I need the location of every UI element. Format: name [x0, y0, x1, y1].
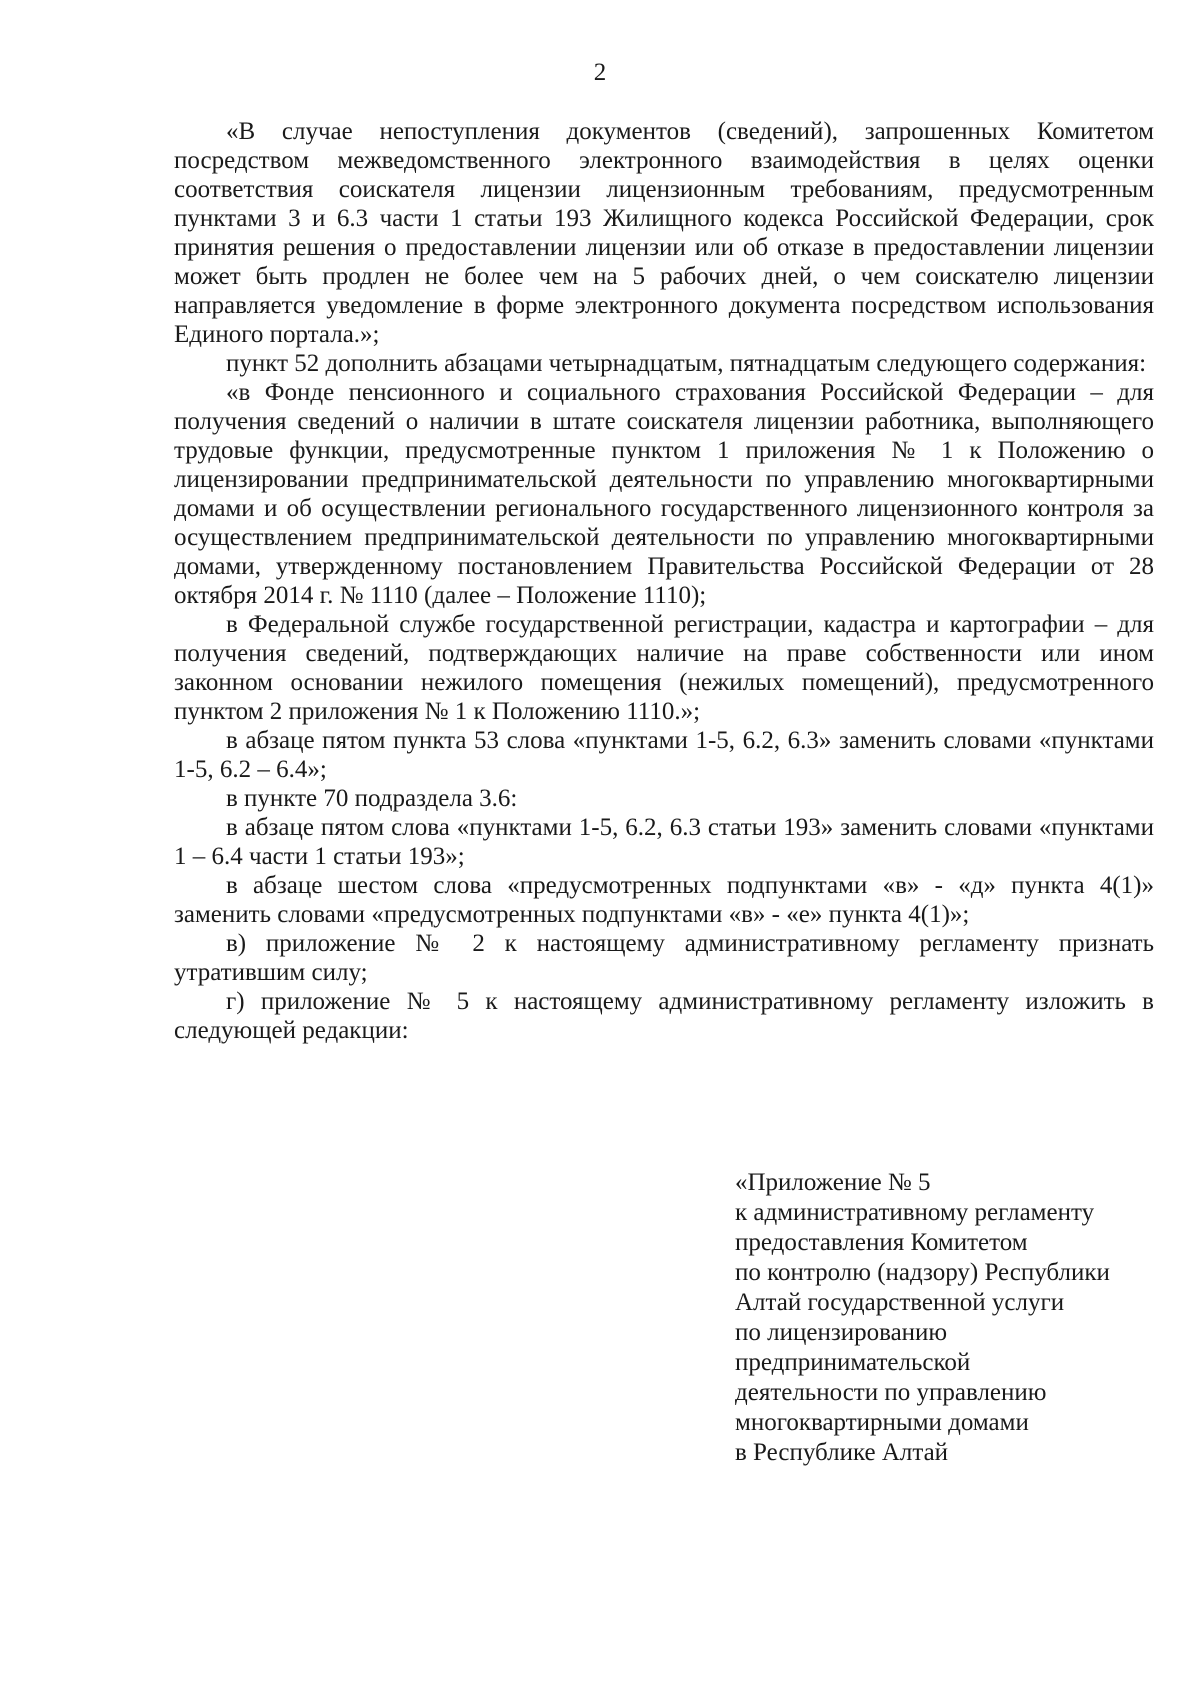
paragraph-5: в абзаце пятом пункта 53 слова «пунктами 1-5, 6.2, 6.3» заменить словами «пунктами 1-5, 6.2 – 6.4»;: [174, 727, 1154, 783]
appendix-line: к административному регламенту: [735, 1199, 1095, 1226]
paragraph-9: в) приложение № 2 к настоящему административному регламенту признать утратившим силу;: [174, 930, 1154, 986]
paragraph-3: «в Фонде пенсионного и социального страхования Российской Федерации – для получения сведений о наличии в штате соискателя лицензии работника, выполняющего трудовые функции, предусмотренные пунктом 1 приложения № 1 к Положению о лицензировании предпринимательской деятельности по управлению многоквартирными домами и об осуществлении регионального государственного лицензионного контроля за осуществлением предпринимательской деятельности по управлению многоквартирными домами, утвержденному постановлением Правительства Российской Федерации от 28 октября 2014 г. № 1110 (далее – Положение 1110);: [174, 379, 1154, 609]
appendix-line: в Республике Алтай: [735, 1439, 949, 1466]
paragraph-7: в абзаце пятом слова «пунктами 1-5, 6.2, 6.3 статьи 193» заменить словами «пунктами 1 – 6.4 части 1 статьи 193»;: [174, 814, 1154, 870]
paragraph-4: в Федеральной службе государственной регистрации, кадастра и картографии – для получения сведений, подтверждающих наличие на праве собственности или ином законном основании нежилого помещения (нежилых помещений), предусмотренного пунктом 2 приложения № 1 к Положению 1110.»;: [174, 611, 1154, 725]
appendix-line: предоставления Комитетом: [735, 1229, 1028, 1256]
appendix-line: многоквартирными домами: [735, 1409, 1029, 1436]
appendix-line: по контролю (надзору) Республики: [735, 1259, 1110, 1286]
appendix-line: предпринимательской: [735, 1349, 971, 1376]
paragraph-8: в абзаце шестом слова «предусмотренных подпунктами «в» - «д» пункта 4(1)» заменить словами «предусмотренных подпунктами «в» - «е» пункта 4(1)»;: [174, 872, 1154, 928]
appendix-line: Алтай государственной услуги: [735, 1289, 1065, 1316]
paragraph-10: г) приложение № 5 к настоящему административному регламенту изложить в следующей редакции:: [174, 988, 1154, 1044]
paragraph-1: «В случае непоступления документов (сведений), запрошенных Комитетом посредством межведомственного электронного взаимодействия в целях оценки соответствия соискателя лицензии лицензионным требованиям, предусмотренным пунктами 3 и 6.3 части 1 статьи 193 Жилищного кодекса Российской Федерации, срок принятия решения о предоставлении лицензии или об отказе в предоставлении лицензии может быть продлен не более чем на 5 рабочих дней, о чем соискателю лицензии направляется уведомление в форме электронного документа посредством использования Единого портала.»;: [174, 118, 1154, 348]
paragraph-2: пункт 52 дополнить абзацами четырнадцатым, пятнадцатым следующего содержания:: [226, 350, 1147, 377]
paragraph-6: в пункте 70 подраздела 3.6:: [226, 785, 518, 812]
appendix-header: [735, 1168, 1175, 1468]
page-number: 2: [593, 59, 607, 86]
appendix-line: «Приложение № 5: [735, 1169, 931, 1196]
appendix-line: по лицензированию: [735, 1319, 948, 1346]
appendix-line: деятельности по управлению: [735, 1379, 1047, 1406]
body-text: [174, 117, 1154, 1045]
